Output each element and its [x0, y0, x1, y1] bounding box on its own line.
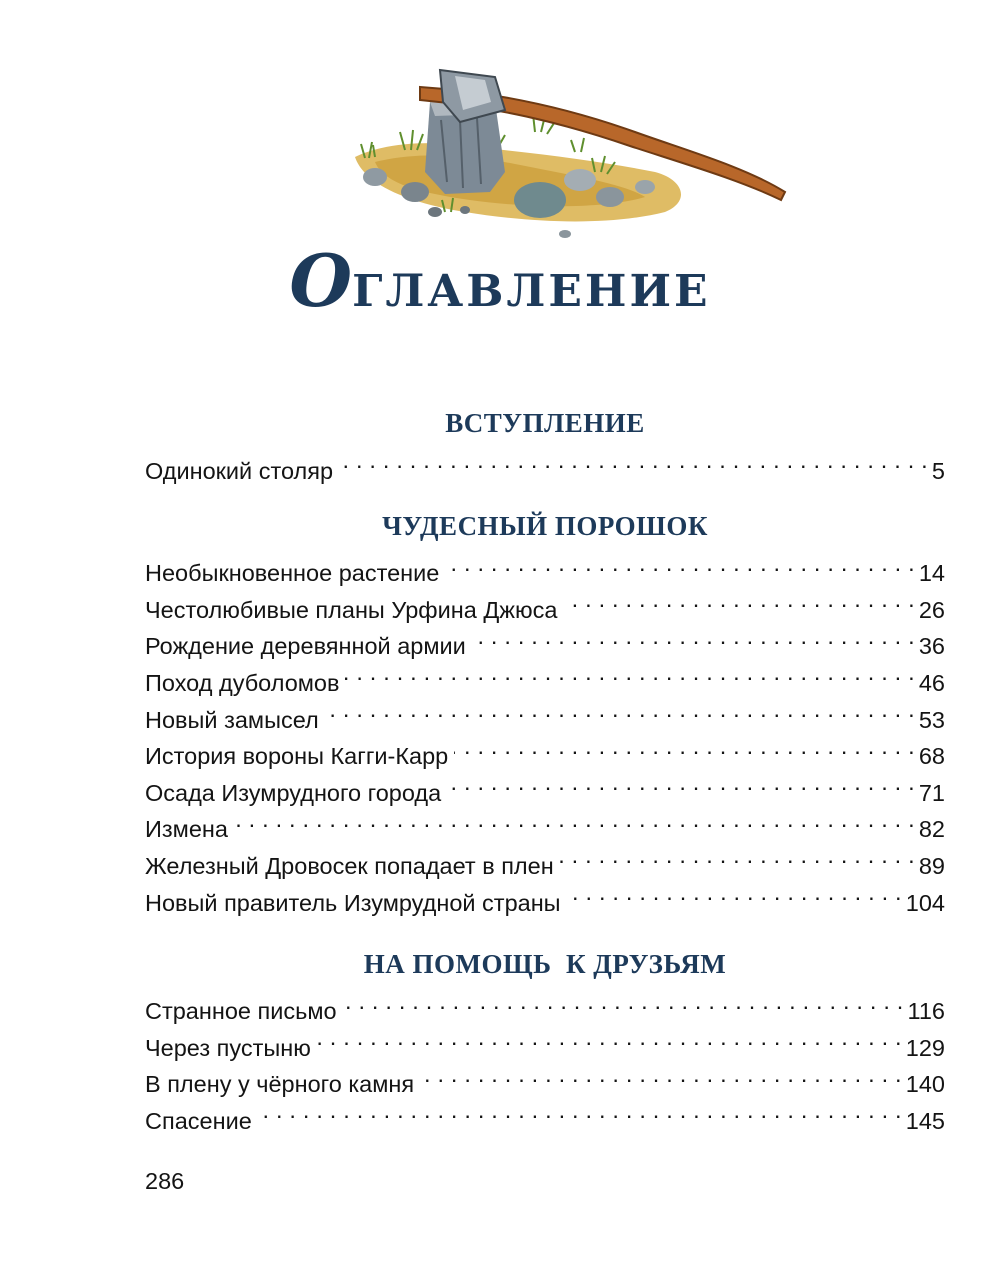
toc-entry-page: 5	[931, 457, 945, 484]
dot-leader	[567, 874, 902, 911]
dot-leader	[560, 837, 915, 874]
toc-entry-page: 82	[918, 816, 945, 843]
toc-entry-page: 116	[907, 998, 945, 1025]
dot-leader	[420, 1056, 902, 1093]
page-title-rest: ГЛАВЛЕНИЕ	[352, 266, 711, 317]
toc-entry-title: Поход дуболомов	[145, 669, 340, 696]
toc-entry-title: История вороны Кагги-Карр	[145, 743, 449, 770]
toc-entry-title: Через пустыню	[145, 1034, 311, 1061]
toc-entry-page: 89	[918, 852, 945, 879]
toc-entry[interactable]	[145, 983, 945, 1025]
toc-entry[interactable]	[145, 837, 945, 879]
toc-entry-page: 104	[905, 889, 945, 916]
toc-entry-title: Осада Изумрудного города	[145, 779, 442, 806]
toc-entry-page: 129	[905, 1034, 945, 1061]
toc-entry-page: 71	[918, 779, 945, 806]
dot-leader	[345, 654, 914, 691]
dot-leader	[234, 801, 915, 838]
section-heading: НА ПОМОЩЬ К ДРУЗЬЯМ	[363, 948, 727, 979]
dot-leader	[445, 545, 915, 582]
toc-entry-page: 145	[905, 1107, 945, 1134]
table-of-contents	[145, 404, 945, 1134]
toc-entry-title: Новый замысел	[145, 706, 319, 733]
toc-entry-title: Необыкновенное растение	[145, 560, 440, 587]
toc-entry-page: 14	[918, 560, 945, 587]
toc-entry-title: Измена	[145, 816, 228, 843]
toc-entry-page: 46	[918, 669, 945, 696]
dot-leader	[472, 618, 915, 655]
toc-entry-title: Честолюбивые планы Урфина Джюса	[145, 596, 558, 623]
section-heading: ЧУДЕСНЫЙ ПОРОШОК	[382, 510, 708, 541]
toc-entry-title: В плену у чёрного камня	[145, 1071, 415, 1098]
toc-entry-page: 36	[918, 633, 945, 660]
dot-leader	[317, 1019, 902, 1056]
toc-entry-page: 140	[905, 1071, 945, 1098]
axe-in-stump-illustration	[345, 62, 795, 247]
toc-entry-title: Железный Дровосек попадает в плен	[145, 852, 554, 879]
dot-leader	[454, 728, 915, 765]
dot-leader	[563, 581, 914, 618]
toc-entry-title: Спасение	[145, 1107, 252, 1134]
page-number: 286	[145, 1168, 185, 1194]
page-title	[0, 238, 1000, 327]
dot-leader	[325, 691, 915, 728]
toc-entry-page: 26	[918, 596, 945, 623]
toc-entry[interactable]	[145, 545, 945, 587]
toc-entry-title: Одинокий столяр	[145, 457, 334, 484]
toc-entry[interactable]	[145, 1092, 945, 1134]
toc-entry-title: Рождение деревянной армии	[145, 633, 466, 660]
toc-entry-page: 53	[918, 706, 945, 733]
toc-entry-page: 68	[918, 743, 945, 770]
toc-entry[interactable]	[145, 442, 945, 484]
section-heading: ВСТУПЛЕНИЕ	[445, 408, 645, 438]
toc-entry-title: Странное письмо	[145, 998, 337, 1025]
toc-entry-title: Новый правитель Изумрудной страны	[145, 889, 561, 916]
dot-leader	[339, 442, 928, 479]
dot-leader	[447, 764, 915, 801]
dot-leader	[258, 1092, 902, 1129]
page-title-initial: О	[289, 238, 353, 323]
dot-leader	[343, 983, 904, 1020]
toc-entry[interactable]	[145, 801, 945, 843]
